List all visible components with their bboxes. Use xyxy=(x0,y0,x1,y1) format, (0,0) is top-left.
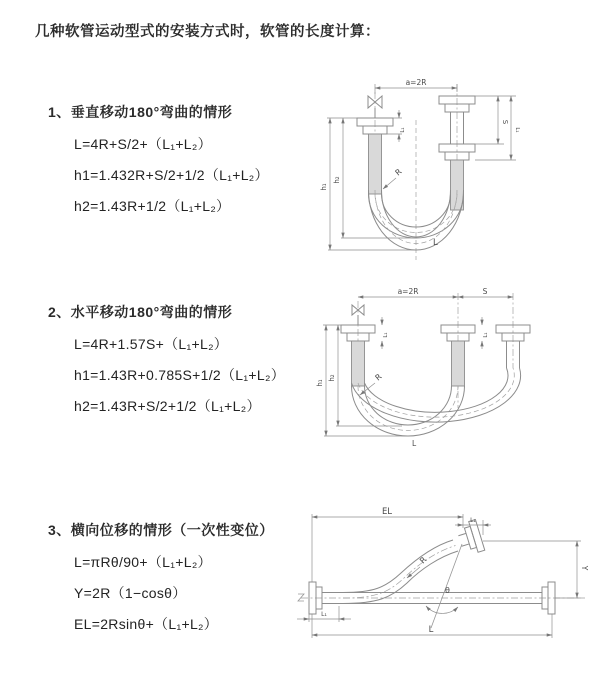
section-1-heading: 1、垂直移动180°弯曲的情形 xyxy=(48,104,233,120)
hose-u-bend-initial xyxy=(352,386,465,436)
formula-line: Y=2R（1−cosθ） xyxy=(74,585,187,601)
section-1 xyxy=(48,102,328,228)
angle-label: θ xyxy=(445,586,450,595)
formula-line: h2=1.43R+1/2（L₁+L₂） xyxy=(74,198,231,214)
left-braided-hose xyxy=(352,341,365,386)
middle-braided-hose xyxy=(452,341,465,386)
span-dim-label: a=2R xyxy=(397,287,419,296)
span-dim-label: a=2R xyxy=(405,78,427,87)
extension-lines xyxy=(312,514,463,582)
radius-leader-arrow xyxy=(383,178,396,189)
horizontal-bend-drawing xyxy=(312,283,595,463)
page-title: 几种软管运动型式的安装方式时，软管的长度计算： xyxy=(35,24,380,40)
length-label: L xyxy=(433,238,438,248)
stroke-label: S xyxy=(501,119,509,125)
diagram-horizontal-180-bend xyxy=(312,283,595,463)
formula-line: L=4R+1.57S+（L₁+L₂） xyxy=(74,336,229,352)
fitting-label: L₁ xyxy=(514,127,520,133)
section-3-heading: 3、横向位移的情形（一次性变位） xyxy=(48,522,274,538)
hose-s-curve-displaced xyxy=(343,540,458,604)
formula-line: L=4R+S/2+（L₁+L₂） xyxy=(74,136,212,152)
fitting-label: L₁ xyxy=(321,611,327,618)
height2-label: h₂ xyxy=(328,374,336,382)
left-braided-hose xyxy=(369,134,382,194)
section-3 xyxy=(48,520,328,646)
formula-line: EL=2Rsinθ+（L₁+L₂） xyxy=(74,616,219,632)
datum-break-mark xyxy=(298,594,304,601)
extension-lines xyxy=(483,541,581,598)
formula-line: h1=1.432R+S/2+1/2（L₁+L₂） xyxy=(74,167,269,183)
extended-length-label: EL xyxy=(381,507,393,517)
height1-label: h₁ xyxy=(320,183,328,191)
formula-line: h1=1.43R+0.785S+1/2（L₁+L₂） xyxy=(74,367,285,383)
fitting-label: L₁ xyxy=(470,517,476,524)
radius-label: R xyxy=(373,372,384,383)
formula-line: L=πRθ/90+（L₁+L₂） xyxy=(74,554,212,570)
radius-label: R xyxy=(393,167,404,178)
fitting-label: L₁ xyxy=(483,332,489,338)
section-2 xyxy=(48,302,328,428)
radius-label: R xyxy=(418,555,429,566)
height1-label: h₁ xyxy=(316,379,324,387)
length-label: L xyxy=(428,625,434,635)
length-label: L xyxy=(412,439,417,448)
extension-lines xyxy=(475,96,516,160)
formula-line: h2=1.43R+S/2+1/2（L₁+L₂） xyxy=(74,398,261,414)
fitting-label: L₁ xyxy=(383,332,389,338)
offset-label: Y xyxy=(580,565,589,571)
section-2-heading: 2、水平移动180°弯曲的情形 xyxy=(48,304,233,320)
stroke-dim-label: S xyxy=(482,287,488,296)
diagram-lateral-displacement xyxy=(295,500,595,648)
diagram-vertical-180-bend xyxy=(312,72,595,267)
fitting-label: L₁ xyxy=(400,127,406,133)
lateral-displacement-drawing xyxy=(295,500,595,648)
height2-label: h₂ xyxy=(333,176,341,184)
angle-arc xyxy=(426,606,458,613)
right-braided-hose xyxy=(451,160,464,210)
vertical-bend-drawing xyxy=(312,72,595,267)
